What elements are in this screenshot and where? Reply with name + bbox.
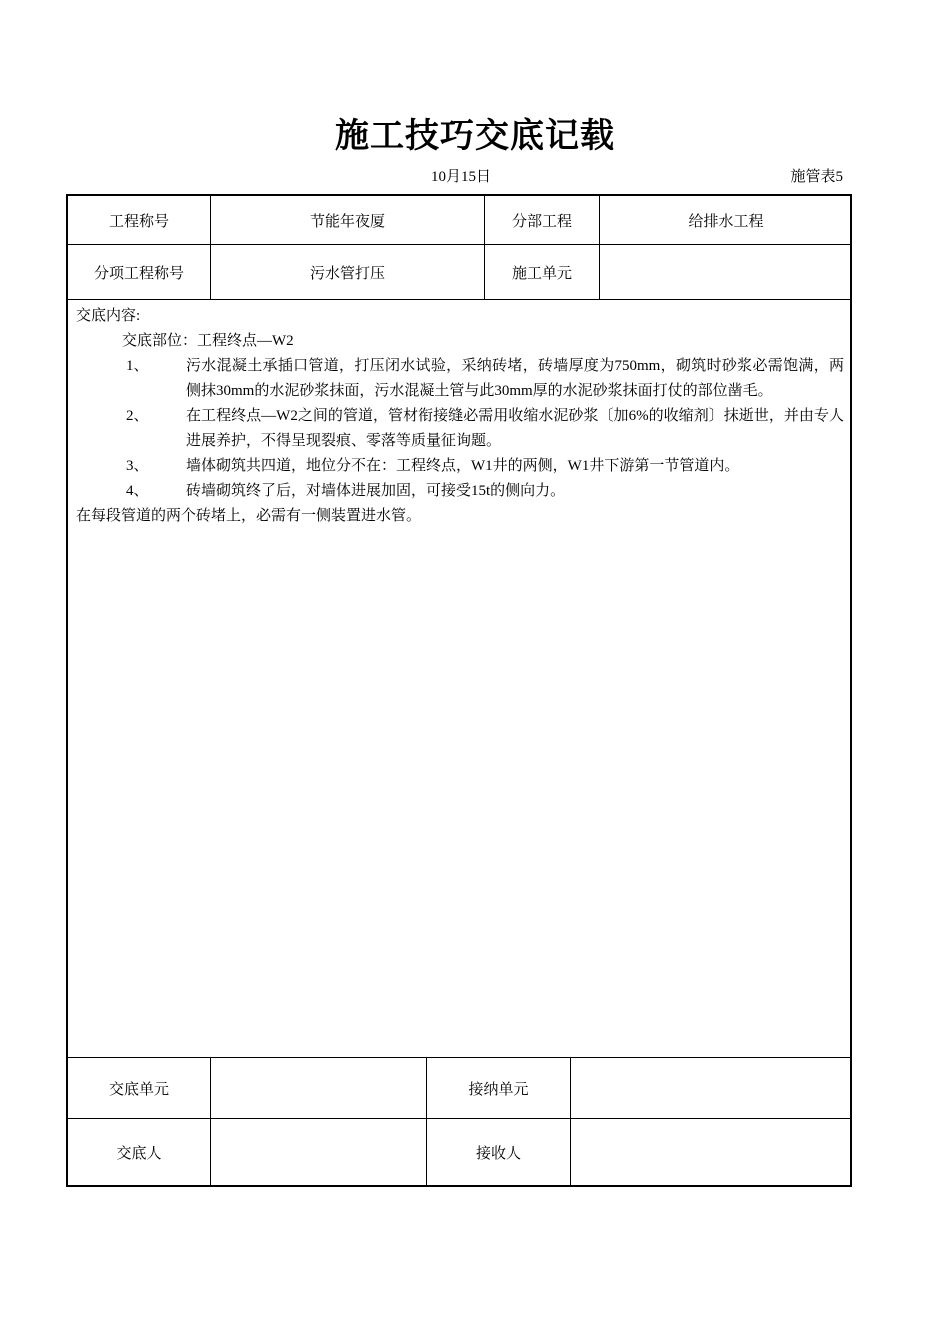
handover-person-value — [211, 1119, 426, 1185]
division-label: 分部工程 — [511, 213, 572, 230]
division-value: 给排水工程 — [688, 213, 764, 230]
item-text: 墙体砌筑共四道，地位分不在：工程终点，W1井的两侧，W1井下游第一节管道内。 — [186, 458, 740, 474]
handover-content — [76, 304, 844, 529]
content-note: 在每段管道的两个砖堵上，必需有一侧装置进水管。 — [76, 508, 422, 524]
item-text: 污水混凝土承插口管道，打压闭水试验，采纳砖堵，砖墙厚度为750mm，砌筑时砂浆必需饱满，两侧抹30mm的水泥砂浆抹面，污水混凝土管与此30mm厚的水泥砂浆抹面打仗的部位凿毛。 — [186, 358, 844, 399]
receiving-unit-value — [571, 1058, 852, 1118]
subitem-label: 分项工程称号 — [93, 265, 184, 282]
handover-unit-label: 交底单元 — [108, 1081, 169, 1098]
receiver-value — [571, 1119, 852, 1185]
list-item — [76, 404, 844, 454]
project-name-label: 工程称号 — [108, 213, 169, 230]
item-number: 2、 — [126, 408, 149, 424]
handover-unit-value — [211, 1058, 426, 1118]
receiver-label: 接收人 — [475, 1145, 521, 1162]
handover-person-label: 交底人 — [116, 1145, 162, 1162]
item-number: 1、 — [126, 358, 149, 374]
list-item — [76, 354, 844, 404]
item-text: 砖墙砌筑终了后，对墙体进展加固，可接受15t的侧向力。 — [186, 483, 566, 499]
list-item — [76, 479, 844, 504]
handover-part: 交底部位：工程终点—W2 — [122, 333, 294, 349]
construction-unit-value — [600, 245, 852, 299]
subitem-value: 污水管打压 — [309, 265, 385, 282]
record-date: 10月15日 — [430, 169, 491, 185]
list-item — [76, 454, 844, 479]
project-name-value: 节能年夜厦 — [309, 213, 385, 230]
construction-unit-label: 施工单元 — [511, 265, 572, 282]
form-number: 施管表5 — [790, 169, 843, 185]
content-heading: 交底内容: — [76, 308, 141, 324]
item-text: 在工程终点—W2之间的管道，管材衔接缝必需用收缩水泥砂浆〔加6%的收缩剂〕抹逝世，并由专人进展养护，不得呈现裂痕、零落等质量征询题。 — [186, 408, 844, 449]
row-divider — [68, 299, 850, 300]
item-number: 4、 — [126, 483, 149, 499]
item-number: 3、 — [126, 458, 149, 474]
receiving-unit-label: 接纳单元 — [468, 1081, 529, 1098]
page-title: 施工技巧交底记载 — [335, 116, 615, 156]
record-table — [66, 194, 852, 1187]
